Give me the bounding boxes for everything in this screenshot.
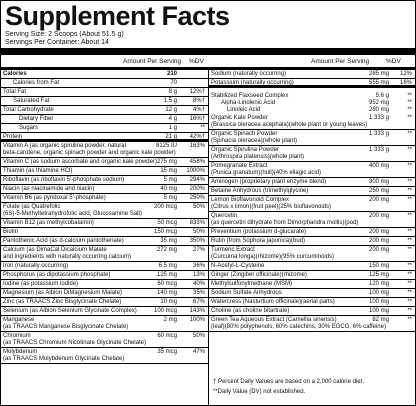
nutrient-name: Biotin bbox=[3, 229, 19, 235]
nutrient-name: Total Carbohydrate bbox=[3, 107, 54, 113]
nutrient-row bbox=[1, 185, 208, 194]
nutrient-row bbox=[209, 228, 415, 237]
nutrient-row bbox=[209, 212, 415, 228]
nutrient-row bbox=[1, 88, 208, 97]
nutrient-amount: 200 mcg bbox=[153, 204, 177, 210]
nutrient-name: Magnesium (as Albion DiMagnesium Malate) bbox=[3, 290, 123, 296]
nutrient-name: Calcium (as DimaCal Dicalcium Malate bbox=[3, 247, 107, 253]
nutrient-row bbox=[209, 114, 415, 130]
nutrient-name: Phosphorus (as dipotassium phosphate) bbox=[3, 272, 111, 278]
nutrient-name: Riboflavin (as riboflavin 5'-phosphate sodium) bbox=[3, 177, 125, 183]
nutrient-dv: ** bbox=[407, 100, 412, 106]
nutrient-dv: 163% bbox=[189, 143, 205, 149]
serving-size: Serving Size: 2 Scoops (About 51.5 g) bbox=[5, 31, 124, 38]
nutrient-amount: 272 mg bbox=[156, 247, 177, 253]
nutrient-row bbox=[209, 130, 415, 146]
nutrient-name: Watercress (Nasturtium officinale)(aerial parts) bbox=[211, 299, 335, 305]
nutrient-row bbox=[209, 289, 415, 298]
right-dv-header: %DV bbox=[386, 58, 401, 65]
nutrient-dv: ** bbox=[407, 290, 412, 296]
nutrient-name: Green Tea Aqueous Extract (Camellia sinensis) bbox=[211, 317, 337, 323]
nutrient-name: Preventium (potassium d-glucarate) bbox=[211, 229, 307, 235]
nutrient-dv: ** bbox=[407, 281, 412, 287]
nutrient-name: Pantothenic Acid (as d-calcium pantothenate) bbox=[3, 238, 124, 244]
nutrient-row bbox=[209, 70, 415, 79]
nutrient-row bbox=[209, 146, 415, 162]
nutrient-name: Zinc (as TRAACS Zinc Bisglycinate Chelate) bbox=[3, 299, 122, 305]
nutrient-amount: 200 mg bbox=[368, 197, 389, 203]
nutrient-row bbox=[1, 316, 208, 332]
nutrient-dv: 27% bbox=[192, 247, 205, 253]
nutrient-dv: ** bbox=[407, 229, 412, 235]
nutrient-name-detail: (Curcuma longa)(rhizome)(95% curcuminoids) bbox=[211, 254, 335, 260]
left-amount-header: Amount Per Serving bbox=[123, 58, 182, 65]
nutrient-name: Molybdenum bbox=[3, 349, 38, 355]
nutrient-name: Vitamin A (as organic spirulina powder, natural bbox=[3, 143, 126, 149]
nutrient-amount: 5 mg bbox=[163, 177, 177, 183]
nutrient-amount: 8125 IU bbox=[155, 143, 177, 149]
nutrient-name-detail: (Citrus x limon)(fruit peel)(25% bioflavonoids) bbox=[211, 204, 332, 210]
nutrient-row bbox=[1, 348, 208, 364]
nutrient-row bbox=[209, 307, 415, 316]
nutrient-row bbox=[209, 79, 415, 88]
nutrient-amount: 1.333 g bbox=[368, 131, 389, 137]
nutrient-dv: 50% bbox=[192, 204, 205, 210]
nutrient-amount: 100 mg bbox=[368, 290, 389, 296]
nutrient-amount: 125 mg bbox=[368, 272, 389, 278]
nutrient-row bbox=[1, 246, 208, 262]
nutrient-amount: 12 g bbox=[165, 107, 177, 113]
nutrient-name: Sodium Sulfate Anhydrous bbox=[211, 290, 282, 296]
nutrient-dv: ** bbox=[407, 197, 412, 203]
nutrient-amount: 70 bbox=[170, 80, 177, 86]
nutrient-row bbox=[1, 280, 208, 289]
nutrient-amount: 150 mcg bbox=[153, 229, 177, 235]
nutrient-amount: 120 mg bbox=[368, 281, 389, 287]
nutrient-amount: 280 mg bbox=[368, 107, 389, 113]
nutrient-amount: 952 mg bbox=[368, 100, 389, 106]
nutrient-row bbox=[1, 237, 208, 246]
nutrient-name-detail: (as quercetin dihydrate from Dimorphandra mollis)(pod) bbox=[211, 220, 359, 226]
nutrient-amount: 4 g bbox=[168, 116, 177, 122]
nutrient-name-detail: (as TRAACS Manganese Bisglycinate Chelate) bbox=[3, 324, 129, 330]
nutrient-dv: 458% bbox=[189, 159, 205, 165]
nutrient-amount: 100 mg bbox=[368, 308, 389, 314]
nutrient-amount: 125 mg bbox=[156, 272, 177, 278]
nutrient-name: Manganese bbox=[3, 317, 35, 323]
nutrient-name: Alpha-Linolenic Acid bbox=[221, 100, 276, 106]
nutrient-name: N-Acetyl-L-Cysteine bbox=[211, 263, 265, 269]
nutrient-name: Sodium (naturally occurring) bbox=[211, 71, 287, 77]
nutrient-name-detail: (Brassica oleracea acephala)(whole plant or young leaves) bbox=[211, 122, 368, 128]
nutrient-name: Aminogen (proprietary plant enzyme blend) bbox=[211, 179, 327, 185]
nutrient-dv: ** bbox=[407, 238, 412, 244]
nutrient-name: Chromium bbox=[3, 333, 31, 339]
nutrient-name: Rutin (from Sophora japonica)(bud) bbox=[211, 238, 306, 244]
nutrient-name: Calories bbox=[3, 71, 27, 77]
left-nutrient-list bbox=[1, 70, 208, 364]
nutrient-amount: 50 mcg bbox=[157, 220, 177, 226]
nutrient-row bbox=[209, 162, 415, 178]
nutrient-row bbox=[209, 187, 415, 196]
nutrient-amount: 555 mg bbox=[368, 80, 389, 86]
nutrient-row bbox=[1, 106, 208, 115]
nutrient-name: Linoleic Acid bbox=[227, 107, 261, 113]
servings-per-container: Servings Per Container: About 14 bbox=[5, 39, 109, 46]
nutrient-row bbox=[209, 106, 415, 114]
nutrient-row bbox=[1, 79, 208, 88]
nutrient-row bbox=[1, 332, 208, 348]
nutrient-name-detail: and ingredients with naturally occurring calcium) bbox=[3, 254, 132, 260]
nutrient-dv: 50% bbox=[192, 229, 205, 235]
nutrient-name: Betaine Anhydrous (trimethylglycine) bbox=[211, 188, 309, 194]
nutrient-amount: 21 g bbox=[165, 134, 177, 140]
nutrient-name: Choline (as choline bitartrate) bbox=[211, 308, 290, 314]
nutrient-row bbox=[1, 289, 208, 298]
right-amount-header: Amount Per Serving bbox=[311, 58, 370, 65]
nutrient-dv: ** bbox=[407, 163, 412, 169]
nutrient-amount: 150 mg bbox=[368, 263, 389, 269]
nutrient-amount: 140 mg bbox=[156, 290, 177, 296]
nutrient-row bbox=[209, 99, 415, 106]
panel-title: Supplement Facts bbox=[5, 1, 230, 31]
nutrient-row bbox=[209, 92, 415, 99]
nutrient-row bbox=[1, 97, 208, 106]
nutrient-row bbox=[1, 298, 208, 307]
nutrient-amount: 8 g bbox=[168, 89, 177, 95]
nutrient-name: Methylsulfonylmethane (MSM) bbox=[211, 281, 293, 287]
nutrient-dv: 16% bbox=[399, 80, 412, 86]
nutrient-name: Sugars bbox=[19, 125, 39, 131]
nutrient-amount: 1.333 g bbox=[368, 115, 389, 121]
nutrient-name-detail: (as TRAACS Molybdenum Glycinate Chelate) bbox=[3, 356, 125, 362]
nutrient-name: Quercetin bbox=[211, 213, 238, 219]
nutrient-dv: 294% bbox=[189, 177, 205, 183]
nutrient-name: Folate (as Quatrefolic bbox=[3, 204, 61, 210]
nutrient-row bbox=[1, 115, 208, 124]
nutrient-row bbox=[1, 176, 208, 185]
nutrient-name: Organic Kale Powder bbox=[211, 115, 268, 121]
nutrient-name-detail: (Punica granatum)(hull)(40% ellagic acid) bbox=[211, 170, 322, 176]
nutrient-dv: ** bbox=[200, 125, 205, 131]
nutrient-dv: 35% bbox=[192, 290, 205, 296]
nutrient-dv: 13% bbox=[192, 272, 205, 278]
nutrient-row bbox=[209, 298, 415, 307]
nutrient-name-detail: (Arthrospira platensis)(whole plant) bbox=[211, 154, 305, 160]
nutrient-dv: ** bbox=[407, 115, 412, 121]
footnote-percent-dv: † Percent Daily Values are based on a 2,000 calorie diet. bbox=[213, 379, 364, 385]
nutrient-amount: 200 mg bbox=[368, 213, 389, 219]
nutrient-name-detail: (6S)-5-Methyltetrahydrofolic acid, Glucosamine Salt) bbox=[3, 211, 143, 217]
nutrient-row bbox=[209, 271, 415, 280]
nutrient-dv: ** bbox=[407, 308, 412, 314]
nutrient-name: Total Fat bbox=[3, 89, 27, 95]
nutrient-name: Calories from Fat bbox=[13, 80, 60, 86]
nutrient-amount: 2 mg bbox=[163, 317, 177, 323]
nutrient-dv: 8%† bbox=[192, 98, 205, 104]
nutrient-name: Saturated Fat bbox=[13, 98, 50, 104]
nutrient-dv: 1000% bbox=[186, 168, 205, 174]
footnote-dv-not-established: **Daily Value (DV) not established. bbox=[213, 389, 306, 395]
nutrient-dv: 50% bbox=[192, 333, 205, 339]
nutrient-dv: ** bbox=[407, 188, 412, 194]
left-dv-header: %DV bbox=[189, 58, 204, 65]
nutrient-dv: 350% bbox=[189, 238, 205, 244]
nutrient-row bbox=[1, 167, 208, 176]
nutrient-row bbox=[1, 158, 208, 167]
nutrient-name: Pomegranate Extract bbox=[211, 163, 268, 169]
nutrient-amount: 40 mg bbox=[160, 186, 177, 192]
nutrient-name: Vitamin C (as sodium ascorbate and organic kale powder) bbox=[3, 159, 157, 165]
nutrient-dv: 47% bbox=[192, 349, 205, 355]
nutrient-amount: 35 mcg bbox=[157, 349, 177, 355]
nutrient-row bbox=[1, 271, 208, 280]
nutrient-row bbox=[1, 70, 208, 79]
right-nutrient-list bbox=[209, 70, 415, 332]
nutrient-dv: 12%† bbox=[189, 89, 205, 95]
nutrient-amount: 82 mg bbox=[372, 317, 389, 323]
nutrient-amount: 200 mg bbox=[368, 238, 389, 244]
nutrient-dv: 12% bbox=[399, 71, 412, 77]
nutrient-dv: 833% bbox=[189, 220, 205, 226]
nutrient-row bbox=[1, 124, 208, 133]
nutrient-row bbox=[1, 307, 208, 316]
nutrient-name: Iodine (as potassium iodide) bbox=[3, 281, 79, 287]
nutrient-dv: ** bbox=[407, 93, 412, 99]
nutrient-amount: 400 mg bbox=[368, 163, 389, 169]
nutrient-dv: ** bbox=[407, 213, 412, 219]
nutrient-name: Dietary Fiber bbox=[19, 116, 54, 122]
nutrient-row bbox=[209, 280, 415, 289]
nutrient-name: Stabilized Flaxseed Complex bbox=[211, 93, 289, 99]
nutrient-dv: ** bbox=[407, 147, 412, 153]
nutrient-dv: 42%† bbox=[189, 134, 205, 140]
nutrient-dv: 100% bbox=[189, 317, 205, 323]
nutrient-amount: 250 mg bbox=[368, 188, 389, 194]
nutrient-amount: 5.6 g bbox=[375, 93, 389, 99]
nutrient-name: Organic Spirulina Powder bbox=[211, 147, 280, 153]
nutrient-dv: ** bbox=[407, 263, 412, 269]
nutrient-name: Niacin (as niacinamide and niacin) bbox=[3, 186, 95, 192]
nutrient-amount: 1.5 g bbox=[163, 98, 177, 104]
nutrient-row bbox=[1, 262, 208, 271]
nutrient-name-detail: (Spinacia oleracea)(whole plant) bbox=[211, 138, 298, 144]
nutrient-row bbox=[209, 262, 415, 271]
nutrient-dv: ** bbox=[407, 247, 412, 253]
nutrient-amount: 6.5 mg bbox=[158, 263, 177, 269]
nutrient-name: Potassium (naturally occurring) bbox=[211, 80, 294, 86]
nutrient-amount: 210 bbox=[166, 71, 177, 77]
nutrient-dv: ** bbox=[407, 107, 412, 113]
nutrient-amount: 60 mcg bbox=[157, 333, 177, 339]
nutrient-name: Vitamin B6 (as pyridoxal 5'-phosphate) bbox=[3, 195, 106, 201]
nutrient-amount: 200 mg bbox=[368, 247, 389, 253]
nutrient-amount: 100 mg bbox=[368, 299, 389, 305]
nutrient-name: Thiamin (as thiamine HCl) bbox=[3, 168, 73, 174]
nutrient-amount: 35 mg bbox=[160, 238, 177, 244]
nutrient-amount: 1 g bbox=[168, 125, 177, 131]
nutrient-amount: 285 mg bbox=[368, 71, 389, 77]
nutrient-name: Iron (naturally occurring) bbox=[3, 263, 69, 269]
nutrient-amount: 275 mg bbox=[156, 159, 177, 165]
nutrient-row bbox=[1, 203, 208, 219]
nutrient-name: Lemon Bioflavonoid Complex bbox=[211, 197, 290, 203]
nutrient-row bbox=[1, 228, 208, 237]
nutrient-row bbox=[209, 196, 415, 212]
nutrient-row bbox=[1, 133, 208, 142]
nutrient-row bbox=[1, 194, 208, 203]
nutrient-amount: 1.333 g bbox=[368, 147, 389, 153]
nutrient-name: Turmeric Extract bbox=[211, 247, 255, 253]
nutrient-dv: 200% bbox=[189, 186, 205, 192]
nutrient-name: Organic Spinach Powder bbox=[211, 131, 278, 137]
nutrient-row bbox=[1, 219, 208, 228]
nutrient-dv: ** bbox=[407, 317, 412, 323]
nutrient-dv: 36% bbox=[192, 263, 205, 269]
nutrient-row bbox=[209, 246, 415, 262]
nutrient-dv: ** bbox=[407, 131, 412, 137]
nutrient-amount: 60 mcg bbox=[157, 281, 177, 287]
nutrient-dv: ** bbox=[407, 272, 412, 278]
nutrient-row bbox=[209, 237, 415, 246]
nutrient-dv: 67% bbox=[192, 299, 205, 305]
nutrient-row bbox=[209, 178, 415, 187]
nutrient-dv: 143% bbox=[189, 308, 205, 314]
nutrient-amount: 15 mg bbox=[160, 168, 177, 174]
nutrient-dv: 40% bbox=[192, 281, 205, 287]
nutrient-amount: 10 mg bbox=[160, 299, 177, 305]
nutrient-amount: 300 mg bbox=[368, 179, 389, 185]
nutrient-name: Ginger (Zingiber officinale)(rhizome) bbox=[211, 272, 307, 278]
nutrient-name: Protein bbox=[3, 134, 23, 140]
nutrient-dv: 250% bbox=[189, 195, 205, 201]
nutrient-amount: 5 mg bbox=[163, 195, 177, 201]
nutrient-dv: ** bbox=[407, 179, 412, 185]
nutrient-dv: 4%† bbox=[192, 107, 205, 113]
nutrient-name-detail: (as TRAACS Chromium Nicotinate Glycinate Chelate) bbox=[3, 340, 146, 346]
nutrient-name-detail: beta-carotene, organic spinach powder and organic kale powder) bbox=[3, 150, 176, 156]
nutrient-name: Selenium (as Albion Selenium Glycinate Complex) bbox=[3, 308, 137, 314]
nutrient-row bbox=[209, 316, 415, 332]
nutrient-name: Vitamin B12 (as methylcobalamin) bbox=[3, 220, 94, 226]
nutrient-dv: 16%† bbox=[189, 116, 205, 122]
nutrient-amount: 100 mcg bbox=[153, 308, 177, 314]
nutrient-dv: ** bbox=[407, 299, 412, 305]
nutrient-name-detail: (leaf)(80% polyphenols, 60% catechins, 30% EGCG, 6% caffeine) bbox=[211, 324, 386, 330]
thick-divider-top bbox=[1, 48, 415, 55]
nutrient-amount: 200 mg bbox=[368, 229, 389, 235]
nutrient-row bbox=[1, 142, 208, 158]
